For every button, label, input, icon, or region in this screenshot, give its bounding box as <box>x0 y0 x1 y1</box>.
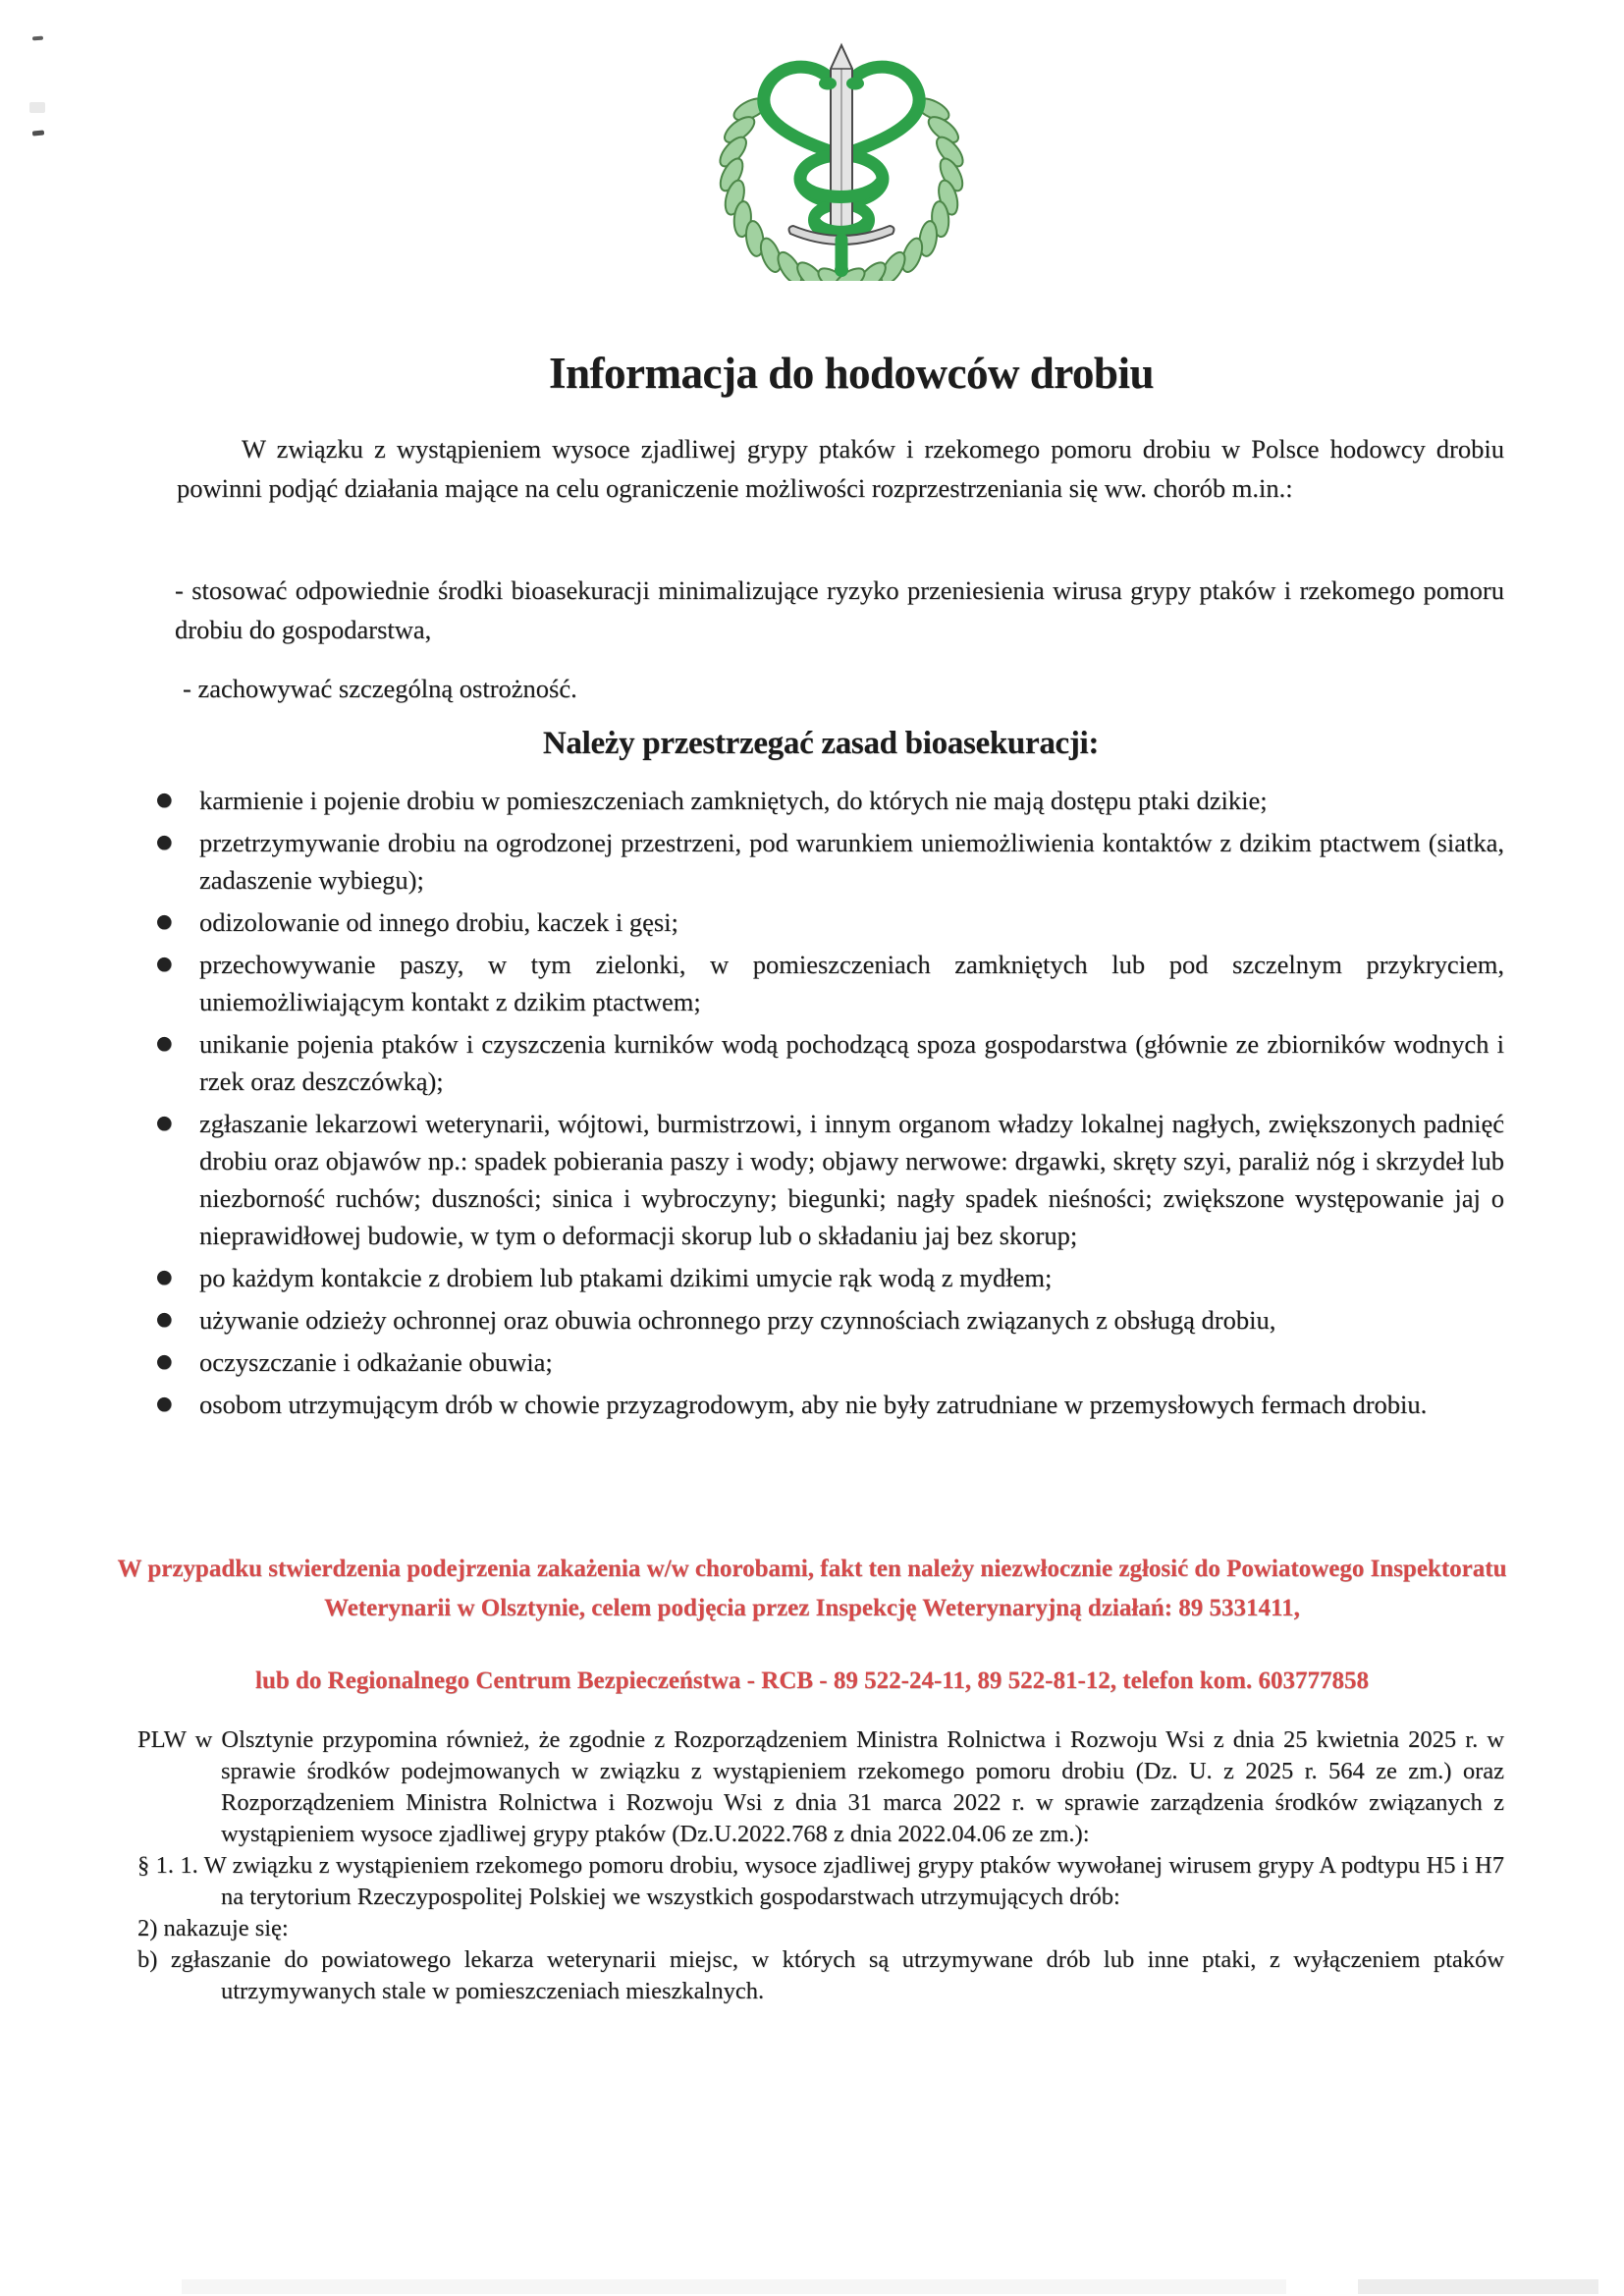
bullet-icon: ● <box>156 1266 173 1287</box>
bullet-icon: ● <box>156 1308 173 1330</box>
scan-artifact <box>32 36 43 41</box>
rule-item <box>154 824 1504 899</box>
page-title: Informacja do hodowców drobiu <box>549 349 1154 398</box>
veterinary-caduceus-wreath-icon <box>702 33 981 281</box>
legal-paragraph-1: § 1. 1. W związku z wystąpieniem rzekomego pomoru drobiu, wysoce zjadliwej grypy ptaków wywołanej wirusem grypy A podtypu H5 i H7 na terytorium Rzeczypospolitej Polskiej we wszystkich gospodarstwach utrzymujących drób: <box>137 1852 1504 1910</box>
rule-item <box>154 1259 1504 1296</box>
bullet-icon: ● <box>156 1112 173 1133</box>
rule-item <box>154 782 1504 819</box>
legal-reminder: PLW w Olsztynie przypomina również, że zgodnie z Rozporządzeniem Ministra Rolnictwa i Rozwoju Wsi z dnia 25 kwietnia 2025 r. w sprawie środków podejmowanych w związku z wystąpieniem rzekomego pomoru drobiu (Dz. U. z 2025 r. 564 ze zm.) oraz Rozporządzeniem Ministra Rolnictwa i Rozwoju Wsi z dnia 31 marca 2022 r. w sprawie zarządzenia środków związanych z wystąpieniem wysoce zjadliwej grypy ptaków (Dz.U.2022.768 z dnia 2022.04.06 ze zm.): <box>137 1726 1504 1847</box>
footer-scan-bar <box>182 2279 1286 2294</box>
legal-paragraph-3: b) zgłaszanie do powiatowego lekarza weterynarii miejsc, w których są utrzymywane drób lub inne ptaki, z wyłączeniem ptaków utrzymywanych stale w pomieszczeniach mieszkalnych. <box>137 1946 1504 2004</box>
rule-item <box>154 1105 1504 1254</box>
bullet-icon: ● <box>156 1393 173 1414</box>
rule-text: unikanie pojenia ptaków i czyszczenia kurników wodą pochodzącą spoza gospodarstwa (głównie ze zbiorników wodnych i rzek oraz deszczówką); <box>199 1029 1504 1096</box>
rule-item <box>154 903 1504 941</box>
rule-text: przetrzymywanie drobiu na ogrodzonej przestrzeni, pod warunkiem uniemożliwienia kontaktów z dzikim ptactwem (siatka, zadaszenie wybiegu); <box>199 828 1504 895</box>
alert-report-text: W przypadku stwierdzenia podejrzenia zakażenia w/w chorobami, fakt ten należy niezwłocznie zgłosić do Powiatowego Inspektoratu Weterynarii w Olsztynie, celem podjęcia przez Inspekcję Weterynaryjną działań: 89 5331411, <box>117 1556 1507 1621</box>
bullet-icon: ● <box>156 789 173 810</box>
scan-artifact <box>32 130 44 136</box>
bullet-icon: ● <box>156 910 173 932</box>
bullet-icon: ● <box>156 953 173 974</box>
rule-text: przechowywanie paszy, w tym zielonki, w pomieszczeniach zamkniętych lub pod szczelnym przykryciem, uniemożliwiającym kontakt z dzikim ptactwem; <box>199 950 1504 1016</box>
legal-section <box>137 1724 1504 2007</box>
rule-item <box>154 1343 1504 1381</box>
rule-text: po każdym kontakcie z drobiem lub ptakami dzikimi umycie rąk wodą z mydłem; <box>199 1263 1053 1292</box>
rule-item <box>154 1386 1504 1423</box>
scan-artifact <box>29 102 45 113</box>
rule-text: odizolowanie od innego drobiu, kaczek i gęsi; <box>199 907 678 937</box>
rule-text: karmienie i pojenie drobiu w pomieszczeniach zamkniętych, do których nie mają dostępu ptaki dzikie; <box>199 786 1268 815</box>
footer-scan-bar <box>1358 2279 1598 2294</box>
rule-item <box>154 1025 1504 1100</box>
alert-rcb-contact-text: lub do Regionalnego Centrum Bezpieczeństwa - RCB - 89 522-24-11, 89 522-81-12, telefon kom. 603777858 <box>255 1667 1369 1694</box>
bullet-icon: ● <box>156 1032 173 1054</box>
bullet-icon: ● <box>156 831 173 852</box>
biosecurity-rules-list <box>154 782 1504 1428</box>
legal-paragraph-2: 2) nakazuje się: <box>137 1915 289 1941</box>
rule-item <box>154 1301 1504 1339</box>
rule-item <box>154 946 1504 1020</box>
biosecurity-rules-heading: Należy przestrzegać zasad bioasekuracji: <box>542 726 1100 761</box>
rule-text: używanie odzieży ochronnej oraz obuwia ochronnego przy czynnościach związanych z obsługą drobiu, <box>199 1305 1276 1335</box>
rule-text: osobom utrzymującym drób w chowie przyzagrodowym, aby nie były zatrudniane w przemysłowych fermach drobiu. <box>199 1390 1428 1419</box>
rule-text: oczyszczanie i odkażanie obuwia; <box>199 1347 553 1377</box>
measure-item-1: - stosować odpowiednie środki bioasekuracji minimalizujące ryzyko przeniesienia wirusa grypy ptaków i rzekomego pomoru drobiu do gospodarstwa, <box>175 575 1504 644</box>
rule-text: zgłaszanie lekarzowi weterynarii, wójtowi, burmistrzowi, i innym organom władzy lokalnej nagłych, zwiększonych padnięć drobiu oraz objawów np.: spadek pobierania paszy i wody; objawy nerwowe: drgawki, skręty szyi, paraliż nóg i skrzydeł lub niezborność ruchów; duszności; sinica i wybroczyny; biegunki; nagły spadek nieśności; zwiększone występowanie jaj o nieprawidłowej budowie, w tym o deformacji skorup lub o składaniu jaj bez skorup; <box>199 1109 1504 1250</box>
sword-blade <box>831 45 852 232</box>
bullet-icon: ● <box>156 1350 173 1372</box>
measure-item-2: - zachowywać szczególną ostrożność. <box>183 674 577 703</box>
intro-paragraph: W związku z wystąpieniem wysoce zjadliwej grypy ptaków i rzekomego pomoru drobiu w Polsce hodowcy drobiu powinni podjąć działania mające na celu ograniczenie możliwości rozprzestrzeniania się ww. chorób m.in.: <box>177 434 1504 503</box>
